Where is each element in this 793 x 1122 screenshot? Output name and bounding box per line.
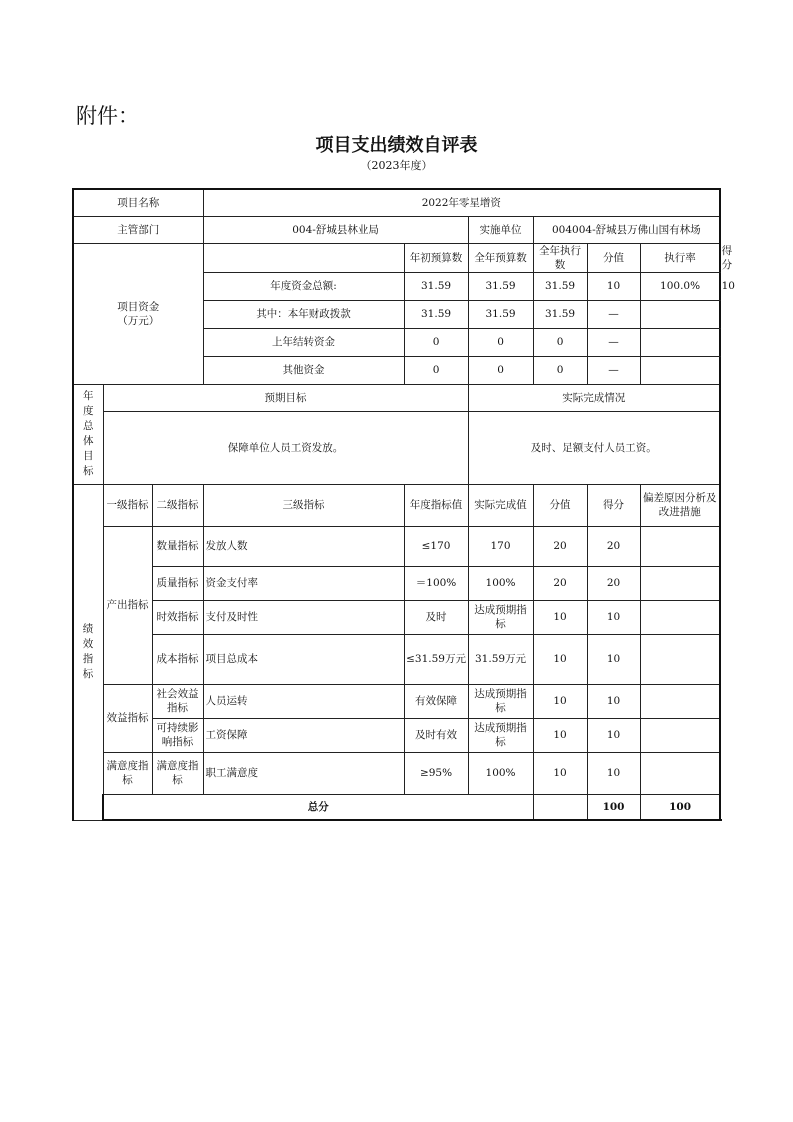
perf-actual: 达成预期指标 — [468, 718, 533, 752]
perf-header-level1: 一级指标 — [103, 484, 152, 526]
perf-level3: 发放人数 — [203, 526, 404, 566]
perf-header-target: 年度指标值 — [404, 484, 468, 526]
perf-actual: 31.59万元 — [468, 634, 533, 684]
dept-value: 004-舒城县林业局 — [203, 216, 468, 243]
total-score-value: 100 — [587, 794, 640, 820]
funds-cell: 0 — [533, 328, 587, 356]
funds-cell — [640, 328, 720, 356]
perf-score: 10 — [587, 718, 640, 752]
perf-level2: 成本指标 — [152, 634, 203, 684]
perf-score-value: 10 — [533, 634, 587, 684]
perf-score-value: 20 — [533, 566, 587, 600]
perf-actual: 100% — [468, 752, 533, 794]
funds-cell: 31.59 — [404, 272, 468, 300]
perf-level2: 满意度指标 — [152, 752, 203, 794]
funds-header-blank — [203, 243, 404, 272]
funds-cell: 31.59 — [533, 300, 587, 328]
project-name-label: 项目名称 — [73, 189, 203, 216]
perf-header-reason: 偏差原因分析及改进措施 — [640, 484, 720, 526]
funds-cell: — — [587, 300, 640, 328]
actual-completion-header: 实际完成情况 — [468, 384, 720, 411]
perf-header-score-value: 分值 — [533, 484, 587, 526]
project-name-value: 2022年零星增资 — [203, 189, 720, 216]
funds-header: 分值 — [587, 243, 640, 272]
impl-unit-label: 实施单位 — [468, 216, 533, 243]
attachment-label: 附件： — [76, 104, 139, 128]
perf-header-actual: 实际完成值 — [468, 484, 533, 526]
perf-score: 10 — [587, 684, 640, 718]
perf-score: 20 — [587, 526, 640, 566]
funds-row-name: 其中：本年财政拨款 — [203, 300, 404, 328]
perf-reason — [640, 566, 720, 600]
funds-cell: — — [587, 356, 640, 384]
perf-target: ≤170 — [404, 526, 468, 566]
dept-label: 主管部门 — [73, 216, 203, 243]
funds-cell: 10 — [587, 272, 640, 300]
funds-row-name: 上年结转资金 — [203, 328, 404, 356]
perf-reason — [640, 718, 720, 752]
funds-row-name: 其他资金 — [203, 356, 404, 384]
total-label: 总分 — [103, 794, 533, 820]
funds-cell: 0 — [468, 356, 533, 384]
perf-level3: 资金支付率 — [203, 566, 404, 600]
funds-cell: 0 — [404, 356, 468, 384]
perf-actual: 100% — [468, 566, 533, 600]
perf-score-value: 20 — [533, 526, 587, 566]
perf-reason — [640, 684, 720, 718]
funds-header: 年初预算数 — [404, 243, 468, 272]
perf-score-value: 10 — [533, 718, 587, 752]
perf-target: 及时 — [404, 600, 468, 634]
perf-level1: 产出指标 — [103, 526, 152, 684]
expected-goal-text: 保障单位人员工资发放。 — [103, 411, 468, 484]
perf-level1: 满意度指标 — [103, 752, 152, 794]
funds-cell: 100.0% — [640, 272, 720, 300]
perf-score-value: 10 — [533, 752, 587, 794]
perf-header-level2: 二级指标 — [152, 484, 203, 526]
perf-level2: 可持续影响指标 — [152, 718, 203, 752]
funds-header: 全年执行数 — [533, 243, 587, 272]
perf-level1: 效益指标 — [103, 684, 152, 752]
perf-level3: 人员运转 — [203, 684, 404, 718]
perf-score: 20 — [587, 566, 640, 600]
performance-label: 绩 效 指 标 — [73, 484, 103, 820]
perf-level3: 工资保障 — [203, 718, 404, 752]
perf-reason — [640, 752, 720, 794]
perf-actual: 达成预期指标 — [468, 600, 533, 634]
perf-score-value: 10 — [533, 684, 587, 718]
funds-cell: 0 — [404, 328, 468, 356]
perf-score-value: 10 — [533, 600, 587, 634]
funds-cell: 0 — [533, 356, 587, 384]
perf-reason — [640, 526, 720, 566]
funds-cell — [640, 300, 720, 328]
perf-level2: 数量指标 — [152, 526, 203, 566]
perf-level3: 项目总成本 — [203, 634, 404, 684]
perf-score: 10 — [587, 752, 640, 794]
total-score: 100 — [640, 794, 720, 820]
page-subtitle: （2023年度） — [360, 159, 433, 172]
perf-target: 有效保障 — [404, 684, 468, 718]
evaluation-table: 项目名称 2022年零星增资 主管部门 004-舒城县林业局 实施单位 004004-舒城县万佛山国有林场 项目资金 （万元） 年初预算数 全年预算数 全年执行数 分值 执行率 得分 年度资金总额: 31.59 31.59 31.59 10 100.0% 10 其中：本年财政拨款 31.59 31.59 31.59 — 上年结转资金 0 0 0 — 其他资金 0 0 0 — 年 度 总 体 目 标 预期目标 实际完成情况 保障单位人员工资发放。 及时、足额支付人员工资。 绩 效 指 标 一级指标 二级指标 三级指标 年度指标值 实际完成值 分值 得分 偏差原因分析及改进措施 产出指标 数量指标 发放人数 ≤170 170 20 20 质量指标 资金支付率 ＝100% 100% 20 20 时效指标 支付及时性 及时 达成预期指标 10 10 成本指标 项目总成本 ≤31.59万元 31.59万元 10 10 效益指标 社会效益指标 人员运转 有效保障 达成预期指标 10 10 可持续影响指标 工资保障 及时有效 达成预期指标 10 10 满意度指标 满意度指标 职工满意度 ≥95% 100% 10 10 总分 100 100 — [72, 188, 721, 821]
perf-actual: 达成预期指标 — [468, 684, 533, 718]
perf-header-score: 得分 — [587, 484, 640, 526]
perf-score: 10 — [587, 600, 640, 634]
perf-reason — [640, 634, 720, 684]
perf-level2: 社会效益指标 — [152, 684, 203, 718]
expected-goal-header: 预期目标 — [103, 384, 468, 411]
funds-cell: 31.59 — [533, 272, 587, 300]
funds-cell: 31.59 — [404, 300, 468, 328]
funds-cell: 31.59 — [468, 272, 533, 300]
funds-header: 全年预算数 — [468, 243, 533, 272]
actual-completion-text: 及时、足额支付人员工资。 — [468, 411, 720, 484]
perf-level3: 支付及时性 — [203, 600, 404, 634]
perf-actual: 170 — [468, 526, 533, 566]
annual-goals-label: 年 度 总 体 目 标 — [73, 384, 103, 484]
funds-header: 执行率 — [640, 243, 720, 272]
perf-level2: 时效指标 — [152, 600, 203, 634]
funds-cell: 31.59 — [468, 300, 533, 328]
page-title: 项目支出绩效自评表 — [315, 135, 478, 156]
funds-cell: 0 — [468, 328, 533, 356]
perf-header-level3: 三级指标 — [203, 484, 404, 526]
perf-level2: 质量指标 — [152, 566, 203, 600]
perf-level3: 职工满意度 — [203, 752, 404, 794]
impl-unit-value: 004004-舒城县万佛山国有林场 — [533, 216, 720, 243]
perf-target: ＝100% — [404, 566, 468, 600]
funds-row-name: 年度资金总额: — [203, 272, 404, 300]
total-blank — [533, 794, 587, 820]
funds-cell — [640, 356, 720, 384]
funds-label: 项目资金 （万元） — [73, 243, 203, 384]
perf-target: ≥95% — [404, 752, 468, 794]
perf-score: 10 — [587, 634, 640, 684]
perf-target: 及时有效 — [404, 718, 468, 752]
perf-reason — [640, 600, 720, 634]
funds-cell: — — [587, 328, 640, 356]
perf-target: ≤31.59万元 — [404, 634, 468, 684]
